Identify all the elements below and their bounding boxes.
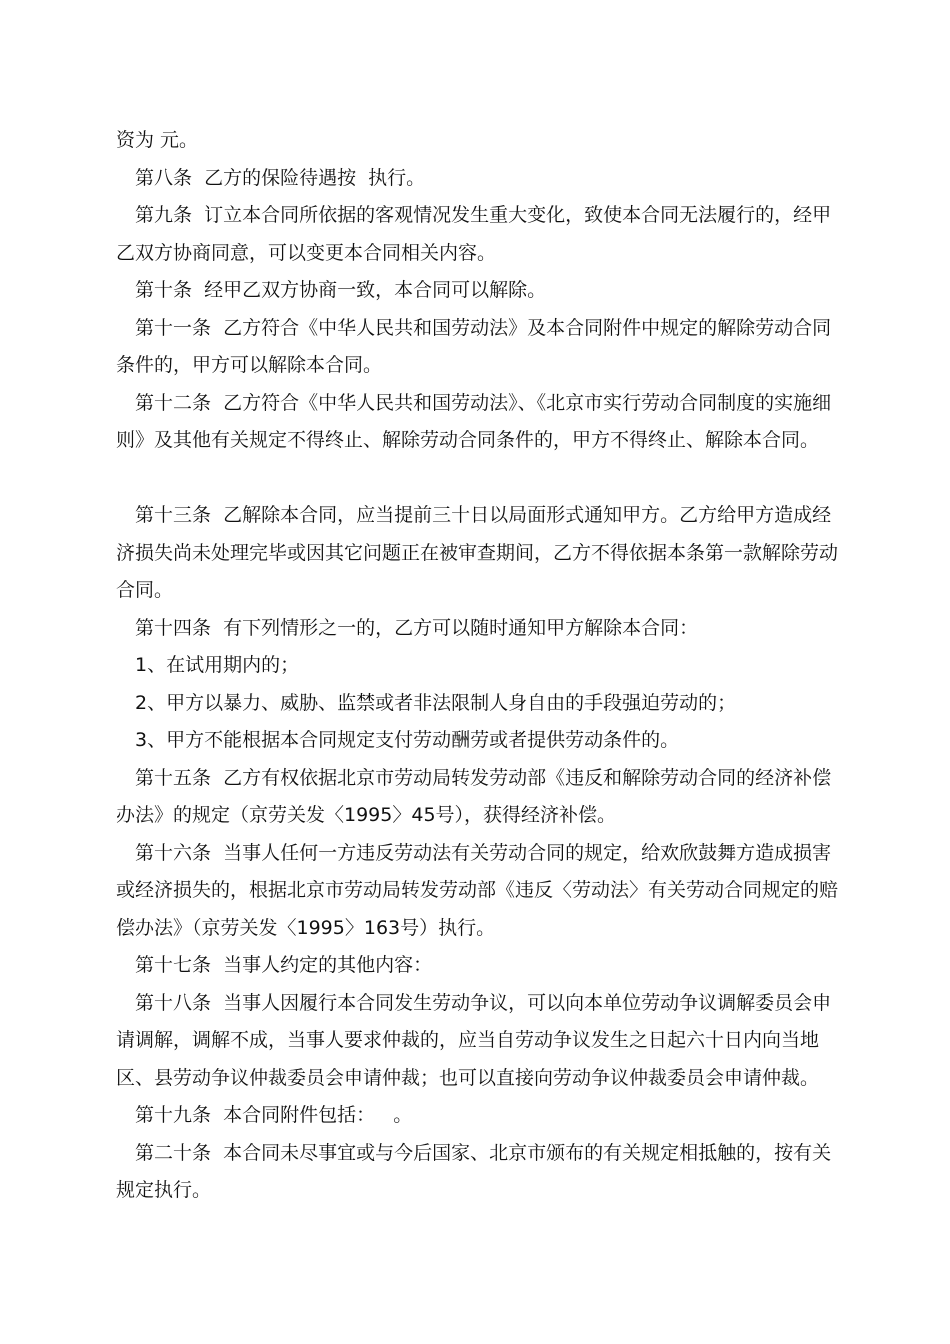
list-item-3: 3、甲方不能根据本合同规定支付劳动酬劳或者提供劳动条件的。: [135, 729, 680, 751]
list-item-1: 1、在试用期内的；: [135, 654, 300, 676]
paragraph-gap: [116, 460, 840, 498]
article-17: 第十七条 当事人约定的其他内容：: [135, 954, 433, 976]
list-item-2: 2、甲方以暴力、威胁、监禁或者非法限制人身自由的手段强迫劳动的；: [135, 691, 737, 714]
article-15: 第十五条 乙方有权依据北京市劳动局转发劳动部《违反和解除劳动合同的经济补偿办法》的规定（京劳关发〈1995〉45号），获得经济补偿。: [116, 766, 832, 826]
article-11: 第十一条 乙方符合《中华人民共和国劳动法》及本合同附件中规定的解除劳动合同条件的，甲方可以解除本合同。: [116, 316, 832, 376]
article-12: 第十二条 乙方符合《中华人民共和国劳动法》、《北京市实行劳动合同制度的实施细则》及其他有关规定不得终止、解除劳动合同条件的，甲方不得终止、解除本合同。: [116, 391, 832, 451]
article-18: 第十八条 当事人因履行本合同发生劳动争议，可以向本单位劳动争议调解委员会申请调解，调解不成，当事人要求仲裁的，应当自劳动争议发生之日起六十日内向当地区、县劳动争议仲裁委员会申请仲裁；也可以直接向劳动争议仲裁委员会申请仲裁。: [116, 991, 832, 1089]
article-13: 第十三条 乙解除本合同，应当提前三十日以局面形式通知甲方。乙方给甲方造成经济损失尚未处理完毕或因其它问题正在被审查期间，乙方不得依据本条第一款解除劳动合同。: [116, 504, 839, 601]
article-19: 第十九条 本合同附件包括： 。: [135, 1104, 413, 1126]
contract-body: [116, 122, 840, 1210]
article-8: 第八条 乙方的保险待遇按 执行。: [135, 166, 426, 189]
article-14: 第十四条 有下列情形之一的，乙方可以随时通知甲方解除本合同：: [135, 616, 699, 639]
article-16: 第十六条 当事人任何一方违反劳动法有关劳动合同的规定，给欢欣鼓舞方造成损害或经济损失的，根据北京市劳动局转发劳动部《违反〈劳动法〉有关劳动合同规定的赔偿办法》（京劳关发〈1995〉163号）执行。: [116, 841, 839, 939]
article-9: 第九条 订立本合同所依据的客观情况发生重大变化，致使本合同无法履行的，经甲乙双方协商同意，可以变更本合同相关内容。: [116, 204, 832, 264]
paragraph-wage-fragment: 资为 元。: [116, 129, 199, 151]
article-10: 第十条 经甲乙双方协商一致，本合同可以解除。: [135, 279, 547, 301]
article-20: 第二十条 本合同未尽事宜或与今后国家、北京市颁布的有关规定相抵触的，按有关规定执行。: [116, 1141, 832, 1201]
